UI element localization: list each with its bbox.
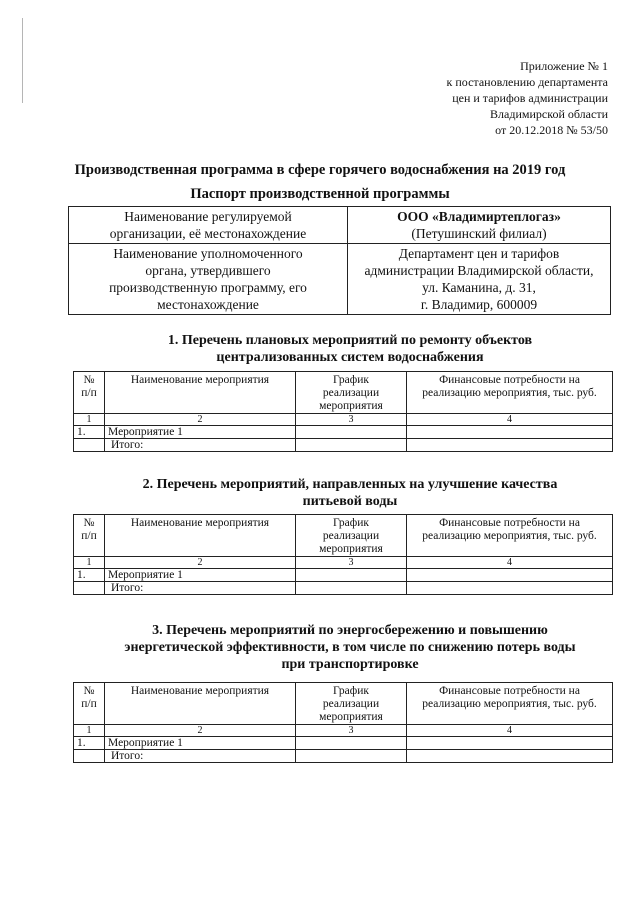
label-line: Наименование уполномоченного [113,246,303,261]
section-title-line: 1. Перечень плановых мероприятий по ремонту объектов [167,333,533,348]
table-total-row [74,750,613,763]
header-text: реализации [322,698,380,710]
column-number-row [74,557,613,569]
row-event-name: Мероприятие 1 [105,569,296,582]
column-number: 2 [105,725,296,737]
value-line: г. Владимир, 600009 [420,297,538,312]
header-text: реализации [322,530,380,542]
header-text: п/п [81,530,97,542]
row-number: 1. [74,737,105,750]
table-row [74,569,613,582]
total-schedule [296,582,407,595]
section-1-table [73,371,613,452]
passport-label-cell [69,207,348,244]
row-financial-needs [407,426,613,439]
header-text: п/п [81,698,97,710]
header-text: График [333,374,369,386]
row-financial-needs [407,569,613,582]
section-3-title [100,622,600,673]
column-number-row [74,725,613,737]
passport-label-cell [69,244,348,315]
column-number: 1 [74,557,105,569]
header-text: № [83,374,95,386]
row-event-name: Мероприятие 1 [105,737,296,750]
passport-row-organization [69,207,611,244]
header-text: мероприятия [319,711,383,723]
value-line: ул. Каманина, д. 31, [422,280,536,295]
row-financial-needs [407,737,613,750]
section-title-line: питьевой воды [302,494,398,509]
table-header-row [74,683,613,725]
total-label: Итого: [105,582,296,595]
label-line: производственную программу, его [109,280,307,295]
header-text: Финансовые потребности на [439,685,580,697]
total-label: Итого: [105,439,296,452]
row-number: 1. [74,569,105,582]
section-3-table [73,682,613,763]
header-event-name [105,683,296,725]
table-row [74,426,613,439]
total-financial-needs [407,582,613,595]
header-text: реализацию мероприятия, тыс. руб. [422,530,597,542]
header-text: Финансовые потребности на [439,517,580,529]
header-text: № [83,685,95,697]
passport-title: Паспорт производственной программы [190,186,450,202]
column-number: 1 [74,725,105,737]
header-schedule [296,515,407,557]
total-schedule [296,750,407,763]
total-number-cell [74,439,105,452]
section-title-line: при транспортировке [281,657,419,672]
header-number [74,515,105,557]
header-text: Наименование мероприятия [130,517,270,529]
value-line: администрации Владимирской области, [364,263,594,278]
value-line: (Петушинский филиал) [411,226,547,241]
column-number: 4 [407,414,613,426]
total-number-cell [74,582,105,595]
header-number [74,372,105,414]
row-schedule [296,569,407,582]
total-label: Итого: [105,750,296,763]
passport-value-cell [348,207,611,244]
section-1-title [100,332,600,366]
header-text: Наименование мероприятия [130,374,270,386]
header-financial-needs [407,683,613,725]
header-number [74,683,105,725]
section-2-table [73,514,613,595]
table-row [74,737,613,750]
header-text: реализацию мероприятия, тыс. руб. [422,698,597,710]
appendix-line: от 20.12.2018 № 53/50 [495,123,608,137]
appendix-block [348,58,608,138]
section-title-line: 2. Перечень мероприятий, направленных на улучшение качества [142,477,558,492]
appendix-line: Владимирской области [490,107,608,121]
label-line: организации, её местонахождение [109,226,307,241]
header-financial-needs [407,372,613,414]
column-number: 3 [296,557,407,569]
column-number-row [74,414,613,426]
section-title-line: энергетической эффективности, в том числе по снижению потерь воды [124,640,576,655]
header-event-name [105,372,296,414]
value-line: Департамент цен и тарифов [398,246,560,261]
header-event-name [105,515,296,557]
row-event-name: Мероприятие 1 [105,426,296,439]
row-number: 1. [74,426,105,439]
header-text: мероприятия [319,400,383,412]
total-schedule [296,439,407,452]
header-text: мероприятия [319,543,383,555]
column-number: 3 [296,414,407,426]
column-number: 4 [407,725,613,737]
label-line: Наименование регулируемой [124,209,292,224]
passport-row-authority [69,244,611,315]
header-text: реализации [322,387,380,399]
column-number: 2 [105,414,296,426]
organization-name: ООО «Владимиртеплогаз» [397,209,561,224]
header-financial-needs [407,515,613,557]
passport-value-cell [348,244,611,315]
header-text: Наименование мероприятия [130,685,270,697]
appendix-line: к постановлению департамента [446,75,608,89]
header-schedule [296,372,407,414]
appendix-line: цен и тарифов администрации [452,91,608,105]
main-title: Производственная программа в сфере горячего водоснабжения на 2019 год [74,162,566,178]
table-total-row [74,439,613,452]
total-number-cell [74,750,105,763]
table-header-row [74,515,613,557]
label-line: органа, утвердившего [145,263,271,278]
total-financial-needs [407,439,613,452]
column-number: 1 [74,414,105,426]
label-line: местонахождение [157,297,259,312]
header-text: График [333,685,369,697]
table-header-row [74,372,613,414]
column-number: 4 [407,557,613,569]
section-title-line: централизованных систем водоснабжения [216,350,484,365]
scan-edge-line [22,18,23,103]
header-text: График [333,517,369,529]
row-schedule [296,737,407,750]
table-total-row [74,582,613,595]
header-text: Финансовые потребности на [439,374,580,386]
column-number: 3 [296,725,407,737]
header-text: № [83,517,95,529]
header-text: п/п [81,387,97,399]
total-financial-needs [407,750,613,763]
column-number: 2 [105,557,296,569]
row-schedule [296,426,407,439]
section-2-title [100,476,600,510]
header-text: реализацию мероприятия, тыс. руб. [422,387,597,399]
section-title-line: 3. Перечень мероприятий по энергосбережению и повышению [152,623,548,638]
passport-table [68,206,611,315]
appendix-line: Приложение № 1 [520,59,608,73]
header-schedule [296,683,407,725]
